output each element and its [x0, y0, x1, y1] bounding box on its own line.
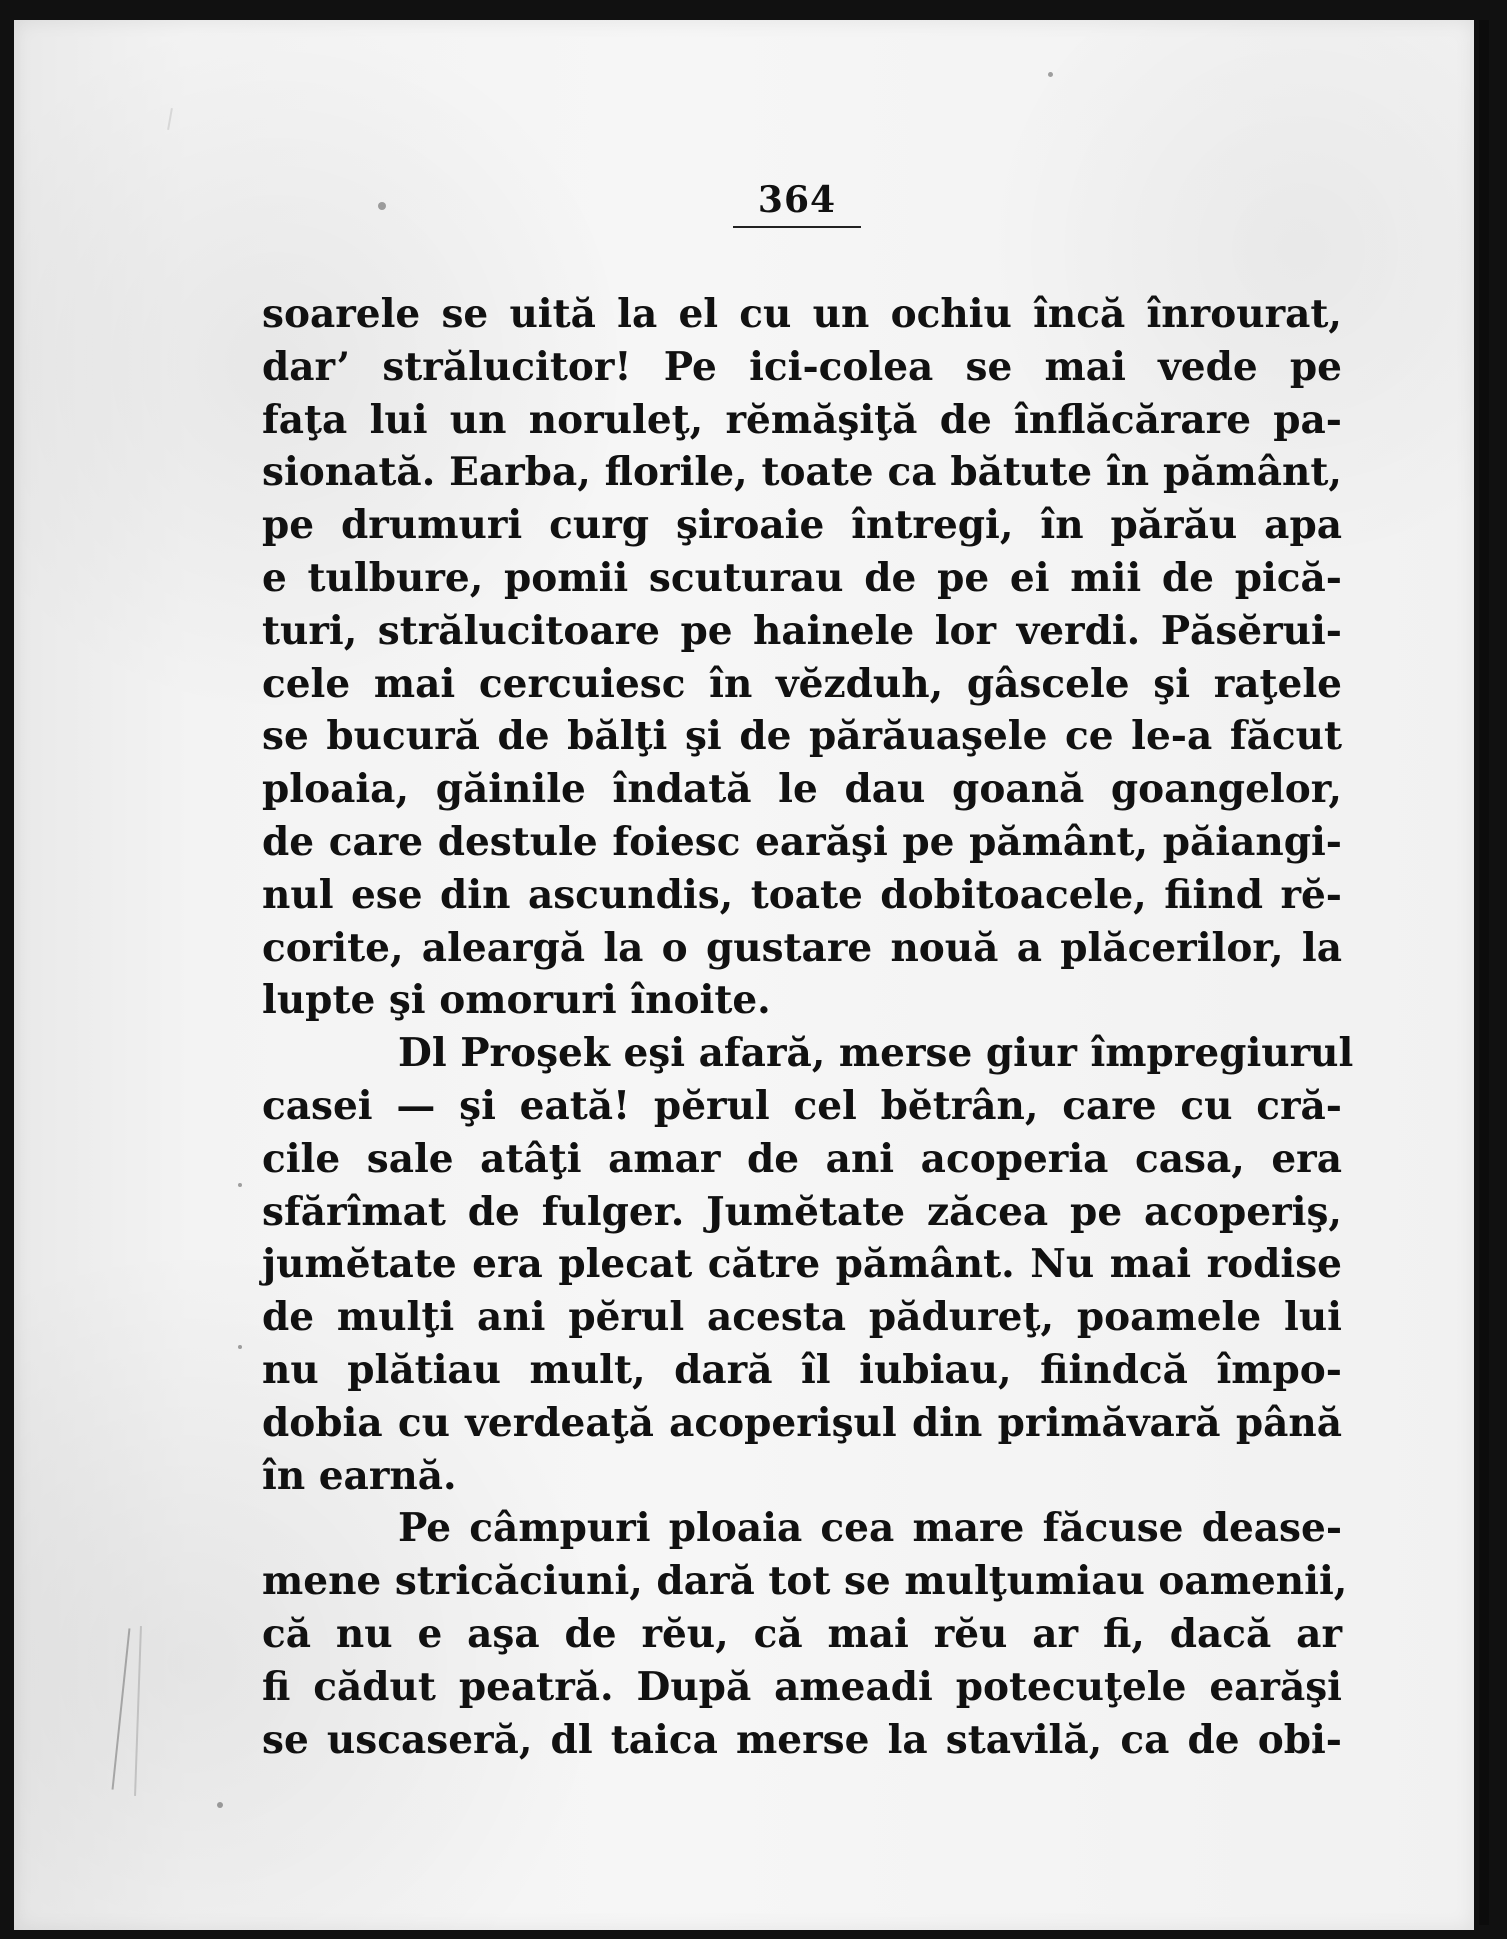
- text-line-1: soarele se uită la el cu un ochiu încă înrourat,: [262, 291, 1342, 337]
- page-number: 364: [757, 179, 837, 221]
- text-line-17: cile sale atâţi amar de ani acoperia casa, era: [262, 1135, 1342, 1182]
- scan-speck: [1312, 1748, 1318, 1754]
- text-line-24: Pe câmpuri ploaia cea mare făcuse dease-: [398, 1505, 1342, 1552]
- scan-scratch: [134, 1626, 142, 1796]
- text-line-6: e tulbure, pomii scuturau de pe ei mii de pică-: [262, 554, 1342, 601]
- text-line-8: cele mai cercuiesc în vĕzduh, gâscele şi raţele: [262, 660, 1342, 707]
- text-line-23: în earnă.: [262, 1452, 457, 1499]
- paper-page: [14, 20, 1474, 1930]
- text-line-19: jumĕtate era plecat către pământ. Nu mai rodise: [262, 1241, 1342, 1288]
- scan-scratch: [112, 1628, 131, 1789]
- text-line-5: pe drumuri curg şiroaie întregi, în părău apa: [262, 502, 1342, 549]
- text-line-4: sionată. Earba, florile, toate ca bătute în pământ,: [262, 449, 1342, 496]
- text-line-20: de mulţi ani pĕrul acesta pădureţ, poamele lui: [262, 1294, 1342, 1341]
- scan-speck: [238, 1345, 242, 1349]
- text-line-7: turi, strălucitoare pe hainele lor verdi. Păsĕrui-: [262, 607, 1342, 654]
- page-number-rule: [733, 226, 861, 228]
- scan-speck: [238, 1183, 242, 1187]
- scan-speck: [217, 1802, 223, 1808]
- text-line-10: ploaia, găinile îndată le dau goană goangelor,: [262, 766, 1342, 813]
- main-text-block: [262, 288, 1354, 1766]
- text-line-16: casei — şi eată! pĕrul cel bĕtrân, care cu cră-: [262, 1082, 1342, 1129]
- scan-scratch: [167, 108, 173, 130]
- text-line-26: că nu e aşa de rĕu, că mai rĕu ar fi, dacă ar: [262, 1610, 1342, 1657]
- text-line-2: dar’ strălucitor! Pe ici-colea se mai vede pe: [262, 343, 1342, 390]
- text-line-11: de care destule foiesc earăşi pe pământ, păiangi-: [262, 818, 1342, 865]
- text-line-22: dobia cu verdeaţă acoperişul din primăvară până: [262, 1399, 1342, 1446]
- text-line-12: nul ese din ascundis, toate dobitoacele, fiind rĕ-: [262, 871, 1342, 918]
- scan-speck: [1048, 72, 1053, 77]
- page-number-block: [733, 179, 861, 228]
- text-line-21: nu plătiau mult, dară îl iubiau, fiindcă împo-: [262, 1346, 1342, 1393]
- text-line-15: Dl Proşek eşi afară, merse giur împregiurul: [398, 1030, 1354, 1077]
- text-line-13: corite, aleargă la o gustare nouă a plăcerilor, la: [262, 924, 1342, 971]
- text-line-18: sfărîmat de fulger. Jumĕtate zăcea pe acoperiş,: [262, 1188, 1342, 1235]
- text-line-9: se bucură de bălţi şi de părăuaşele ce le-a făcut: [262, 713, 1342, 760]
- scan-speck: [378, 202, 386, 210]
- text-line-25: mene stricăciuni, dară tot se mulţumiau oamenii,: [262, 1558, 1348, 1605]
- text-line-3: faţa lui un noruleţ, rĕmăşiţă de înflăcărare pa-: [262, 396, 1342, 443]
- text-line-28: se uscaseră, dl taica merse la stavilă, ca de obi-: [262, 1716, 1342, 1763]
- text-line-14: lupte şi omoruri înoite.: [262, 977, 771, 1024]
- page-dark-edge: [1479, 20, 1489, 1925]
- text-line-27: fi cădut peatră. După ameadi potecuţele earăşi: [262, 1663, 1342, 1710]
